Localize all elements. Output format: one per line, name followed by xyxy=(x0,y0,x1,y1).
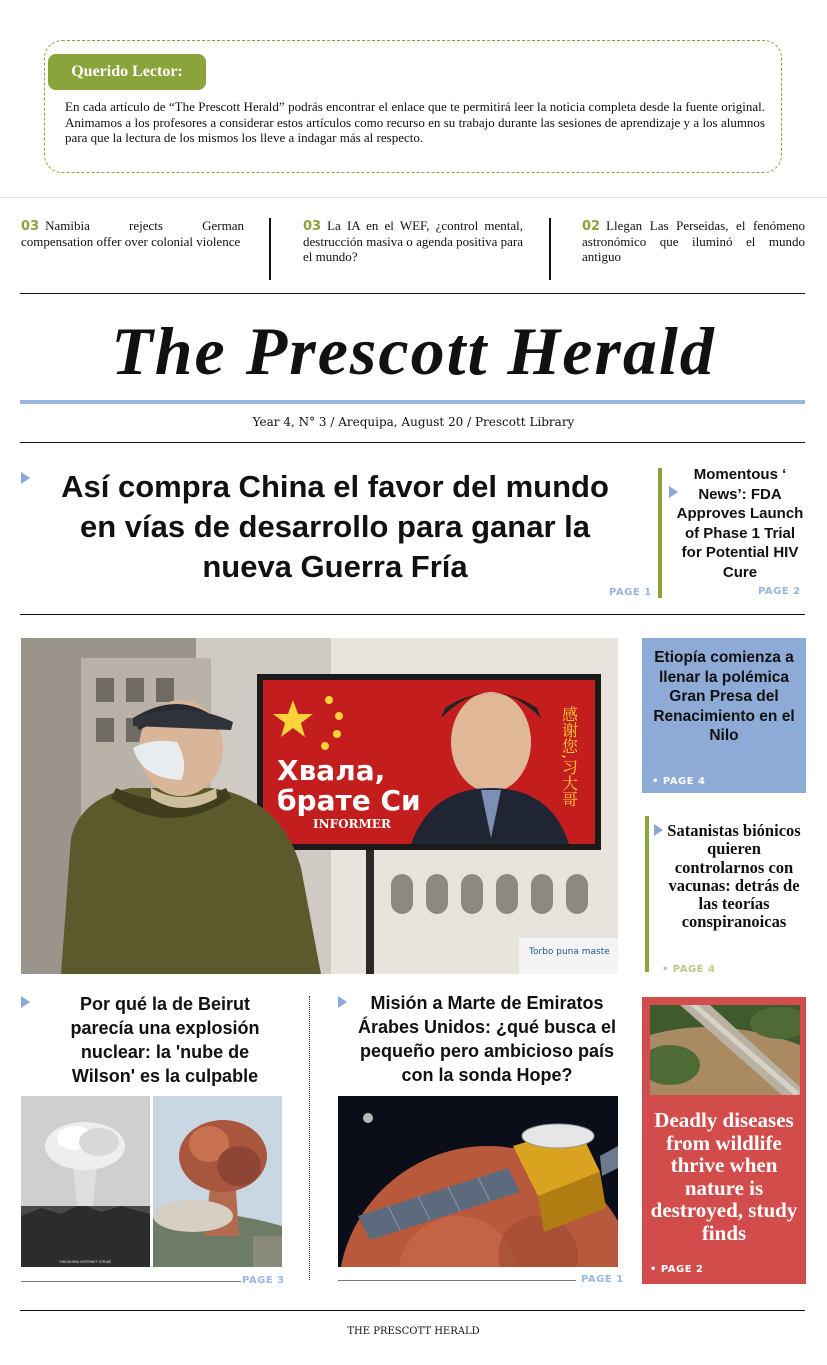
billboard-line-2: брате Си xyxy=(277,784,421,817)
box-blue-headline[interactable]: Etiopía comienza a llenar la polémica Gran Presa del Renacimiento en el Nilo xyxy=(653,649,795,744)
main-photo-billboard xyxy=(21,638,618,974)
reader-notice xyxy=(44,40,782,173)
billboard-chinese-text: 感谢您,习大哥 xyxy=(559,706,579,808)
rule xyxy=(21,1281,241,1282)
beirut-photo xyxy=(153,1096,282,1267)
hope-probe-illustration xyxy=(338,1096,618,1267)
dateline: Year 4, N° 3 / Arequipa, August 20 / Prescott Library xyxy=(252,415,575,429)
side-accent-bar xyxy=(645,816,649,972)
street-sign-text: Torbo puna maste xyxy=(529,947,610,957)
side-accent-bar xyxy=(658,468,662,598)
teaser-divider xyxy=(269,218,271,280)
side-story-1-headline[interactable]: Momentous ‘ News’: FDA Approves Launch of Phase 1 Trial for Potential HIV Cure xyxy=(676,466,804,581)
masthead: The Prescott Herald xyxy=(111,313,716,389)
notice-text: En cada artículo de “The Prescott Herald” podrás encontrar el enlace que te permitirá leer la noticia completa desde la fuente original. Animamos a los profesores a considerar estos artículos como recurso en su trabajo durante las sesiones de aprendizaje y a los alumnos para que la lectura de los mismos los lleve a indagar más al respecto. xyxy=(65,99,765,145)
column-divider xyxy=(309,996,310,1280)
teaser-1-number: 03 xyxy=(21,219,40,234)
bullet-triangle-icon xyxy=(21,472,30,484)
side-story-2-page-link[interactable]: • PAGE 4 xyxy=(662,964,716,975)
beirut-headline[interactable]: Por qué la de Beirut parecía una explosión nuclear: la 'nube de Wilson' es la culpable xyxy=(70,994,260,1086)
hiroshima-caption: HIROSHIMA INTERNET STRIKE xyxy=(59,1260,112,1264)
teaser-3[interactable] xyxy=(582,218,805,264)
box-red-headline[interactable]: Deadly diseases from wildlife thrive when nature is destroyed, study finds xyxy=(650,1108,798,1245)
road-forest-illustration xyxy=(650,1005,800,1095)
teaser-2-number: 03 xyxy=(303,219,322,234)
main-photo-illustration xyxy=(21,638,618,974)
billboard-brand: INFORMER xyxy=(313,817,391,831)
billboard-line-1: Хвала, xyxy=(277,754,386,787)
hiroshima-photo xyxy=(21,1096,150,1267)
rule xyxy=(20,1310,805,1311)
teaser-3-number: 02 xyxy=(582,219,601,234)
mars-headline[interactable]: Misión a Marte de Emiratos Árabes Unidos: ¿qué busca el pequeño pero ambicioso país con la sonda Hope? xyxy=(357,993,617,1085)
side-story-2-page-label: PAGE 4 xyxy=(672,964,716,975)
masthead-rule xyxy=(20,400,805,404)
box-blue-page-link[interactable]: • PAGE 4 xyxy=(652,776,706,787)
bullet-triangle-icon xyxy=(338,996,347,1008)
lead-page-link[interactable]: PAGE 1 xyxy=(609,587,652,598)
mushroom-cloud-bw-illustration xyxy=(21,1096,150,1267)
box-red-page-label: PAGE 2 xyxy=(660,1264,704,1275)
side-story-2-headline[interactable]: Satanistas biónicos quieren controlarnos con vacunas: detrás de las teorías conspiranoicas xyxy=(667,821,801,932)
beirut-page-link[interactable]: PAGE 3 xyxy=(242,1275,285,1286)
rule xyxy=(338,1280,576,1281)
teaser-2[interactable] xyxy=(303,218,523,264)
notice-tab-label: Querido Lector: xyxy=(48,54,206,90)
rule xyxy=(20,293,805,294)
rule xyxy=(20,442,805,443)
side-story-1-page-link[interactable]: PAGE 2 xyxy=(758,586,801,597)
lead-headline[interactable]: Así compra China el favor del mundo en vías de desarrollo para ganar la nueva Guerra Fría xyxy=(61,469,609,584)
beirut-explosion-illustration xyxy=(153,1096,282,1267)
story-box-red[interactable] xyxy=(642,997,806,1284)
teaser-3-text: Llegan Las Perseidas, el fenómeno astronómico que iluminó el mundo antiguo xyxy=(582,218,805,264)
box-red-page-link[interactable]: • PAGE 2 xyxy=(650,1264,704,1275)
box-blue-page-label: PAGE 4 xyxy=(662,776,706,787)
footer: THE PRESCOTT HERALD xyxy=(347,1326,480,1337)
rule xyxy=(20,614,805,615)
teaser-divider xyxy=(549,218,551,280)
teaser-1[interactable] xyxy=(21,218,244,249)
bullet-triangle-icon xyxy=(21,996,30,1008)
teaser-1-text: Namibia rejects German compensation offer over colonial violence xyxy=(21,218,244,249)
mars-page-link[interactable]: PAGE 1 xyxy=(581,1274,624,1285)
story-box-blue[interactable] xyxy=(642,638,806,793)
deforestation-photo xyxy=(650,1005,800,1095)
teaser-2-text: La IA en el WEF, ¿control mental, destrucción masiva o agenda positiva para el mundo? xyxy=(303,218,523,264)
mars-probe-photo xyxy=(338,1096,618,1267)
